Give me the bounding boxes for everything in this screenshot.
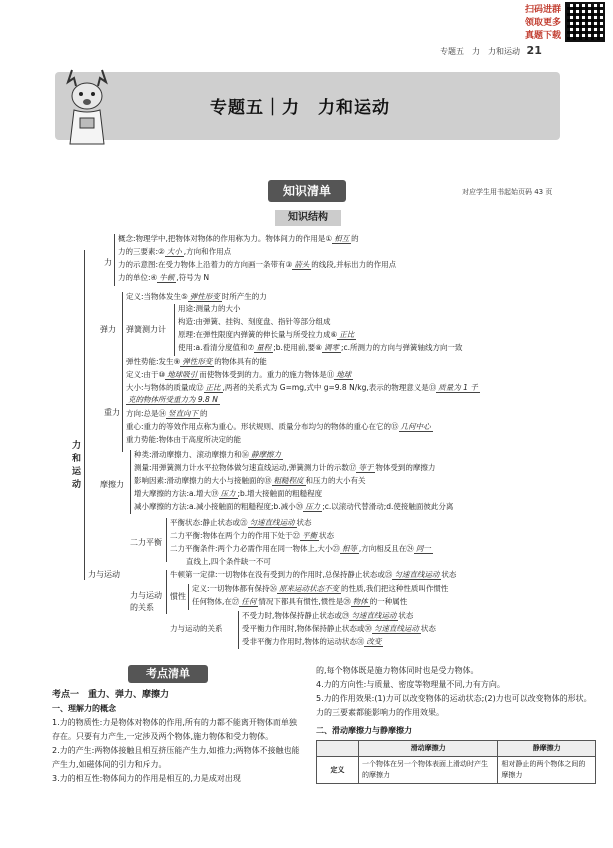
table-cell: 定义 [317,757,359,784]
gravity-magnitude: 大小:与物体的质量成⑫ 正比 ,两者的关系式为 G=mg,式中 g=9.8 N/kg,表示的物理意义是⑬ 质量为 1 千 [126,383,478,392]
page-reference-note: 对应学生用书起始页码 43 页 [462,188,553,196]
running-head-title: 专题五 力 力和运动 [440,47,520,56]
spring-scale-usage: 使用:a.看清分度值和⑦ 量程 ;b.使用前,要⑧ 调零 ;c.所测力的方向与弹簧轴线方向一致 [178,343,463,352]
exam-point-heading: 考点一 重力、弹力、摩擦力 [52,690,170,700]
elastic-definition: 定义:当物体发生⑤ 弹性形变 时所产生的力 [126,292,267,301]
gravity-center: 重心:重力的等效作用点称为重心。形状规则、质量分布均匀的物体的重心在它的⑮ 几何中心 [126,422,431,431]
no-force-state: 不受力时,物体保持静止状态或㉙ 匀速直线运动 状态 [242,611,414,620]
table-header-cell: 滑动摩擦力 [359,741,498,757]
node-gravity: 重力 [104,408,120,417]
chapter-title: 专题五｜力 力和运动 [210,98,390,118]
tree-bracket [174,304,175,356]
friction-decrease: 减小摩擦的方法:a.减小接触面的粗糙程度;b.减小⑳ 压力 ;c.以滚动代替滑动;d.使接触面彼此分离 [134,502,454,511]
unbalanced-force-state: 受非平衡力作用时,物体的运动状态㉛ 改变 [242,637,382,646]
qr-code-icon[interactable] [565,2,605,42]
gravity-definition: 定义:由于⑩ 地球吸引 而使物体受到的力。重力的施力物体是⑪ 地球 [126,370,352,379]
equilibrium-two-forces: 二力平衡:物体在两个力的作用下处于㉒ 平衡 状态 [170,531,335,540]
gravity-potential-energy: 重力势能:物体由于高度所决定的能 [126,435,242,444]
table-cell: 一个物体在另一个物体表面上滑动时产生的摩擦力 [359,757,498,784]
node-friction: 摩擦力 [100,480,124,489]
tree-bracket [166,518,167,562]
qr-line: 领取更多 [524,18,561,28]
node-elastic-force: 弹力 [100,325,116,334]
spring-scale-structure: 构造:由弹簧、挂钩、刻度盘、指针等部分组成 [178,317,331,326]
paragraph: 的,每个物体既是施力物体同时也是受力物体。 [316,666,479,675]
right-column [316,664,596,738]
force-concept: 概念:物理学中,把物体对物体的作用称为力。物体间力的作用是① 相互 的 [118,234,359,243]
node-force-motion-relation-2: 力与运动的关系 [170,624,223,633]
knowledge-tree [70,230,570,646]
subsection-heading: 二、滑动摩擦力与静摩擦力 [316,726,412,735]
tree-root: 力和运动 [72,441,82,490]
gravity-direction: 方向:总是⑭ 竖直向下 的 [126,409,208,418]
section-title-exam-points: 考点清单 [128,665,208,683]
paragraph: 3.力的相互性:物体间力的作用是相互的,力是成对出现 [52,774,241,783]
page-number: 21 [526,44,542,57]
newton-first-law: 牛顿第一定律:一切物体在没有受到力的作用时,总保持静止状态或㉕ 匀速直线运动 状态 [170,570,457,579]
spring-scale-use: 用途:测量力的大小 [178,304,241,313]
friction-comparison-table [316,740,596,784]
running-head [440,44,542,57]
subsection-heading: 一、理解力的概念 [52,704,116,713]
friction-measure: 测量:用弹簧测力计水平拉物体做匀速直线运动,弹簧测力计的示数⑰ 等于 物体受到的摩擦力 [134,463,436,472]
section-title-knowledge: 知识清单 [268,180,346,202]
force-unit: 力的单位:④ 牛顿 ,符号为 N [118,273,210,282]
table-cell: 相对静止的两个物体之间的摩擦力 [498,757,596,784]
left-column [52,688,304,786]
table-header-row [317,741,596,757]
tree-bracket [166,570,167,614]
table-header-cell [317,741,359,757]
section-subtitle-structure: 知识结构 [275,210,341,226]
tree-bracket [122,370,123,452]
node-spring-scale: 弹簧测力计 [126,325,166,334]
balanced-force-state: 受平衡力作用时,物体保持静止状态或㉚ 匀速直线运动 状态 [242,624,436,633]
equilibrium-conditions: 二力平衡条件:两个力必需作用在同一物体上,大小㉓ 相等 ,方向相反且在㉔ 同一 [170,544,431,553]
equilibrium-conditions-cont: 直线上,四个条件缺一不可 [186,557,271,566]
force-diagram: 力的示意图:在受力物体上沿着力的方向画一条带有③ 箭头 的线段,并标出力的作用点 [118,260,397,269]
tree-bracket [188,584,189,610]
node-force-motion-relation: 力与运动的关系 [130,591,162,612]
gravity-magnitude-cont: 克的物体所受重力为 9.8 N [128,395,218,404]
table-row [317,757,596,784]
paragraph: 4.力的方向性:与质量、密度等物理量不同,力有方向。 [316,680,505,689]
friction-factors: 影响因素:滑动摩擦力的大小与接触面的⑱ 粗糙程度 和压力的大小有关 [134,476,366,485]
deer-mascot-icon [58,66,120,148]
paragraph: 5.力的作用效果:(1)力可以改变物体的运动状态;(2)力也可以改变物体的形状。力的三要素都能影响力的作用效果。 [316,694,592,717]
elastic-potential-energy: 弹性势能:发生⑨ 弹性形变 的物体具有的能 [126,357,267,366]
node-force-and-motion: 力与运动 [88,570,120,579]
force-three-elements: 力的三要素:② 大小 ,方向和作用点 [118,247,232,256]
qr-line: 真题下载 [524,31,561,41]
paragraph: 1.力的物质性:力是物体对物体的作用,所有的力都不能离开物体而单独存在。只要有力产生,一定涉及两个物体,施力物体和受力物体。 [52,718,297,741]
tree-bracket [130,450,131,514]
tree-bracket [238,611,239,649]
friction-increase: 增大摩擦的方法:a.增大⑲ 压力 ;b.增大接触面的粗糙程度 [134,489,323,498]
table-header-cell: 静摩擦力 [498,741,596,757]
equilibrium-state: 平衡状态:静止状态或㉑ 匀速直线运动 状态 [170,518,312,527]
tree-bracket [84,250,85,580]
friction-types: 种类:滑动摩擦力、滚动摩擦力和⑯ 静摩擦力 [134,450,282,459]
inertia-property: 任何物体,在㉗ 任何 情况下都具有惯性,惯性是㉘ 物体 的一种属性 [192,597,408,606]
tree-bracket [122,292,123,372]
node-force: 力 [104,258,112,267]
qr-line: 扫码进群 [524,5,561,15]
paragraph: 2.力的产生:两物体接触且相互挤压能产生力,如推力;两物体不接触也能产生力,如磁体间的引力和斥力。 [52,746,300,769]
node-equilibrium: 二力平衡 [130,538,162,547]
qr-promo-text [525,4,561,43]
node-inertia: 惯性 [170,592,186,601]
inertia-definition: 定义:一切物体都有保持㉖ 原来运动状态不变 的性质,我们把这种性质叫作惯性 [192,584,449,593]
tree-bracket [114,234,115,286]
spring-scale-principle: 原理:在弹性限度内弹簧的伸长量与所受拉力成⑥ 正比 [178,330,355,339]
